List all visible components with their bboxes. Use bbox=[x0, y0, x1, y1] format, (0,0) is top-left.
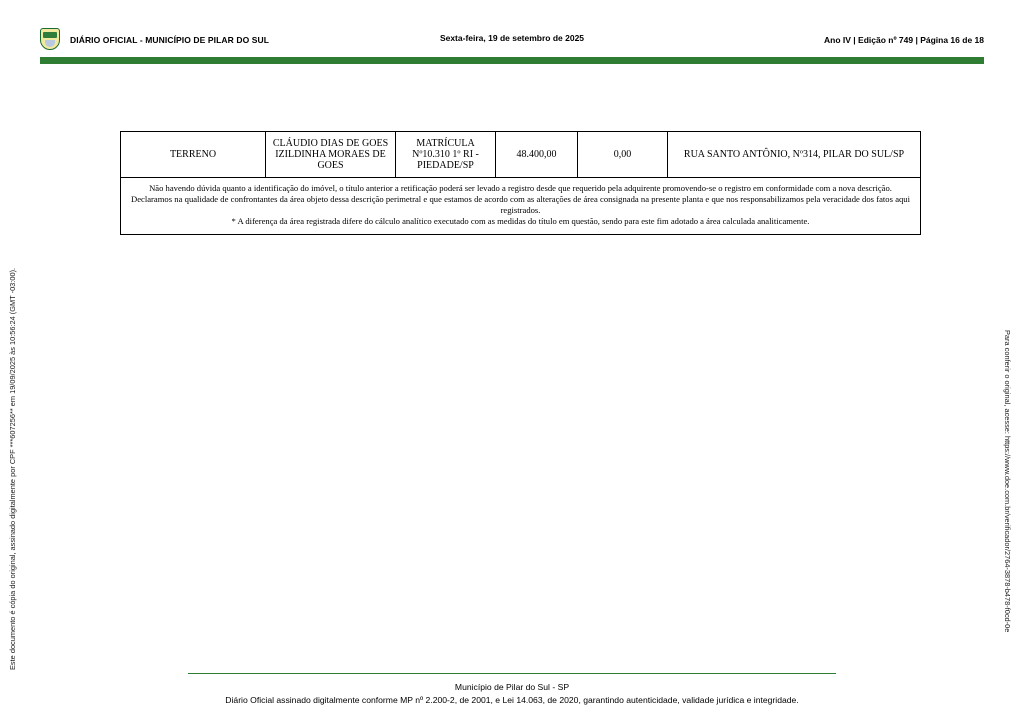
cell-proprietarios: CLÁUDIO DIAS DE GOES IZILDINHA MORAES DE GOES bbox=[266, 132, 396, 177]
publication-edition: Ano IV | Edição nº 749 | Página 16 de 18 bbox=[824, 35, 984, 45]
publication-title: DIÁRIO OFICIAL - MUNICÍPIO DE PILAR DO SUL bbox=[70, 35, 270, 45]
note-paragraph-2: Declaramos na qualidade de confrontantes da área objeto dessa descrição perimetral e que estamos de acordo com as alterações de área consignada na presente planta e que nos responsabilizamos pela veracidade dos fatos aqui registrados. bbox=[131, 194, 910, 215]
header-divider bbox=[40, 57, 984, 64]
cell-matricula: MATRÍCULA Nº10.310 1º RI - PIEDADE/SP bbox=[396, 132, 496, 177]
cell-tipo: TERRENO bbox=[121, 132, 266, 177]
cell-area: 48.400,00 bbox=[496, 132, 578, 177]
footer-municipality: Município de Pilar do Sul - SP bbox=[454, 682, 570, 693]
left-margin-signature-note bbox=[8, 215, 22, 675]
left-margin-text: Este documento é cópia do original, assinado digitalmente por CPF ***607256** em 19/09/2025 às 10:56:24 (GMT -03:00). bbox=[8, 267, 17, 670]
footer-legal-note: Diário Oficial assinado digitalmente conforme MP nº 2.200-2, de 2001, e Lei 14.063, de 2020, garantindo autenticidade, validade jurídica e integridade. bbox=[225, 694, 799, 705]
property-table bbox=[120, 131, 921, 235]
right-margin-text: Para conferir o original, acesse: https://www.doe.com.br/verificador/2764-3878-b478-f0cd-0e bbox=[1003, 330, 1012, 633]
right-margin-verification-note bbox=[1002, 330, 1016, 670]
note-paragraph-1: Não havendo dúvida quanto a identificação do imóvel, o título anterior a retificação poderá ser levado a registro desde que requerido pela adquirente promovendo-se o registro em conformidade com a nova descrição. bbox=[149, 183, 892, 193]
document-header bbox=[40, 28, 984, 62]
footer-divider bbox=[188, 673, 836, 674]
note-paragraph-3: * A diferença da área registrada difere do cálculo analítico executado com as medidas do título em questão, sendo para este fim adotado a área calculada analiticamente. bbox=[231, 216, 810, 226]
cell-endereco: RUA SANTO ANTÔNIO, Nº314, PILAR DO SUL/SP bbox=[683, 148, 905, 160]
table-row bbox=[121, 132, 920, 177]
document-footer bbox=[0, 673, 1024, 706]
publication-date: Sexta-feira, 19 de setembro de 2025 bbox=[439, 33, 585, 43]
table-notes bbox=[121, 177, 920, 234]
cell-valor: 0,00 bbox=[578, 132, 668, 177]
header-row bbox=[40, 28, 984, 52]
